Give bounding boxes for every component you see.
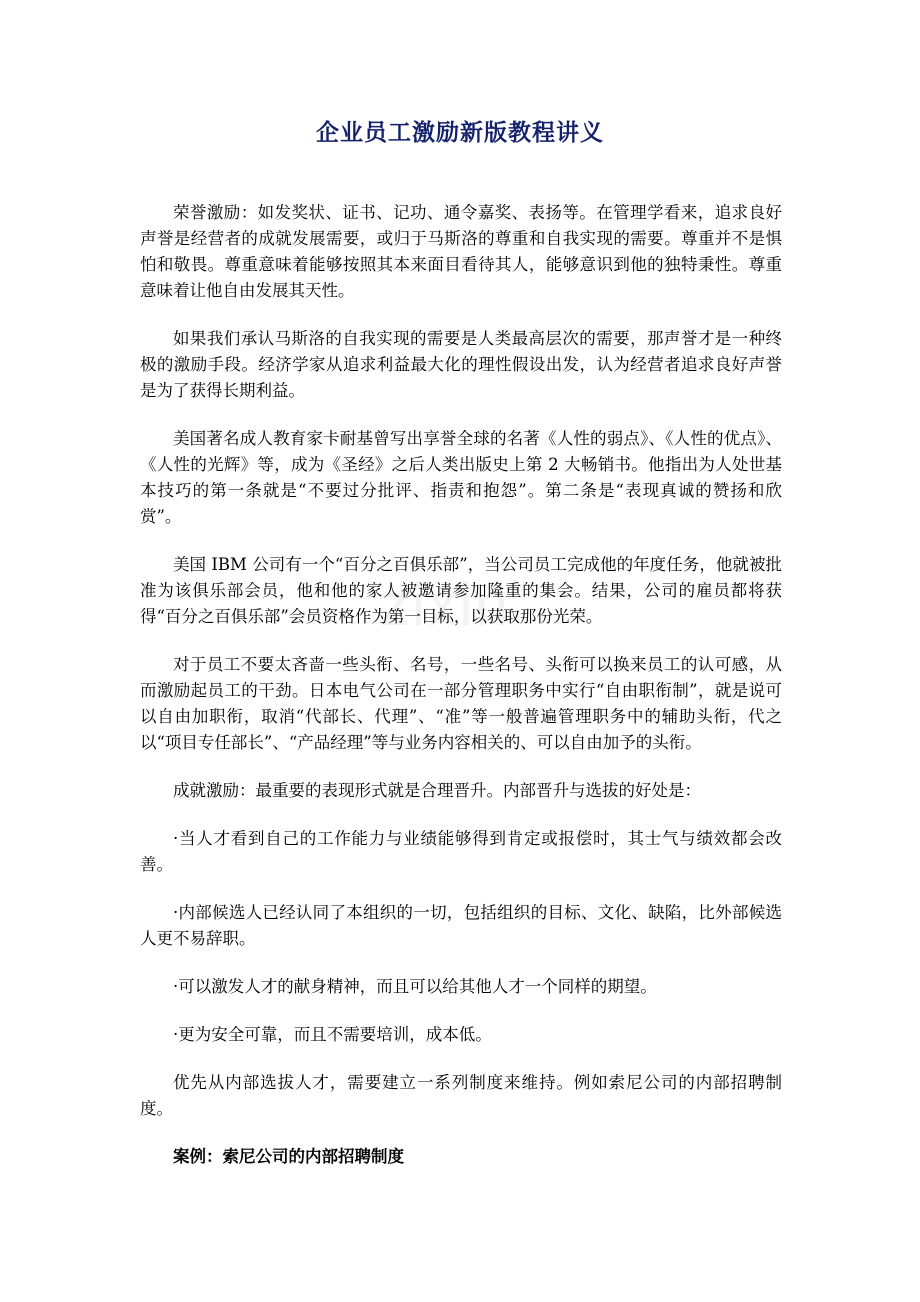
case-heading: 案例：索尼公司的内部招聘制度	[173, 1147, 404, 1166]
paragraph-ibm: 美国 IBM 公司有一个“百分之百俱乐部”，当公司员工完成他的年度任务，他就被批准为该俱乐部会员，他和他的家人被邀请参加隆重的集会。结果，公司的雇员都将获得“百分之百俱乐部”会员资格作为第一目标，以获取那份光荣。	[140, 555, 782, 626]
bullet-item: ·可以激发人才的献身精神，而且可以给其他人才一个同样的期望。	[173, 977, 657, 996]
bullet-item: ·更为安全可靠，而且不需要培训，成本低。	[173, 1025, 492, 1044]
bullet-item: ·当人才看到自己的工作能力与业绩能够得到肯定或报偿时，其士气与绩效都会改善。	[140, 829, 782, 874]
watermark: zixin	[380, 571, 511, 638]
paragraph-honor-incentive: 荣誉激励：如发奖状、证书、记功、通令嘉奖、表扬等。在管理学看来，追求良好声誉是经营者的成就发展需要，或归于马斯洛的尊重和自我实现的需要。尊重并不是惧怕和敬畏。尊重意味着能够按照其本来面目看待其人，能够意识到他的独特秉性。尊重意味着让他自由发展其天性。	[140, 203, 782, 300]
paragraph-maslow: 如果我们承认马斯洛的自我实现的需要是人类最高层次的需要，那声誉才是一种终极的激励手段。经济学家从追求利益最大化的理性假设出发，认为经营者追求良好声誉是为了获得长期利益。	[140, 329, 782, 400]
paragraph-carnegie: 美国著名成人教育家卡耐基曾写出享誉全球的名著《人性的弱点》、《人性的优点》、《人性的光辉》等，成为《圣经》之后人类出版史上第 2 大畅销书。他指出为人处世基本技巧的第一条就是“不要过分批评、指责和抱怨”。第二条是“表现真诚的赞扬和欣赏”。	[140, 429, 782, 526]
paragraph-titles: 对于员工不要太吝啬一些头衔、名号，一些名号、头衔可以换来员工的认可感，从而激励起员工的干劲。日本电气公司在一部分管理职务中实行“自由职衔制”，就是说可以自由加职衔，取消“代部长、代理”、“准”等一般普遍管理职务中的辅助头衔，代之以“项目专任部长”、“产品经理”等与业务内容相关的、可以自由加予的头衔。	[140, 655, 782, 752]
page-title: 企业员工激励新版教程讲义	[316, 120, 604, 146]
paragraph-achievement: 成就激励：最重要的表现形式就是合理晋升。内部晋升与选拔的好处是：	[173, 781, 701, 800]
paragraph-internal-selection: 优先从内部选拔人才，需要建立一系列制度来维持。例如索尼公司的内部招聘制度。	[140, 1073, 782, 1118]
document-body	[140, 200, 782, 1170]
bullet-item: ·内部候选人已经认同了本组织的一切，包括组织的目标、文化、缺陷，比外部候选人更不易辞职。	[140, 903, 782, 948]
